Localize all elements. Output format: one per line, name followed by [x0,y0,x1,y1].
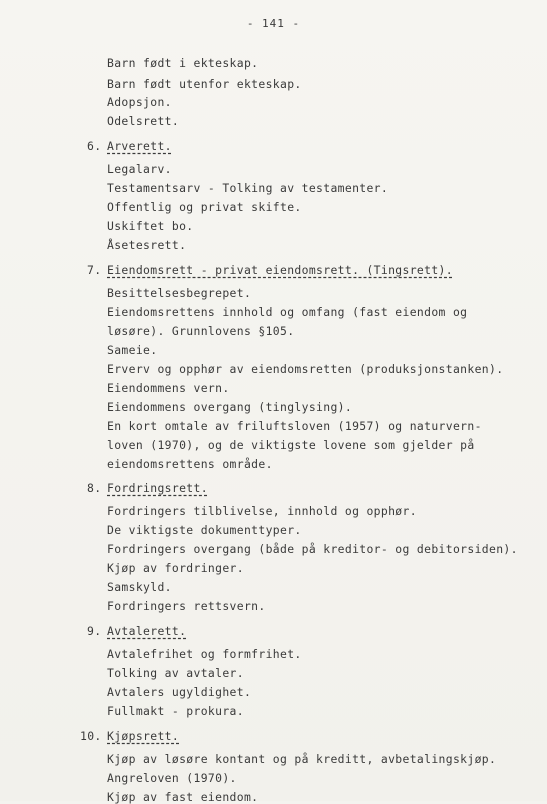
section-number: 7. [87,263,102,277]
text-line: Sameie. [107,343,158,357]
text-line: eiendomsrettens område. [107,457,273,471]
text-line: Kjøp av fast eiendom. [107,790,259,804]
section-number: 10. [80,729,102,743]
text-line: Fordringers overgang (både på kreditor- og debitorsiden). [107,542,518,556]
text-line: Samskyld. [107,580,172,594]
section-number: 9. [87,624,102,638]
section-number: 8. [87,481,102,495]
text-line: Eiendommens overgang (tinglysing). [107,400,353,414]
text-line: Barn født utenfor ekteskap. [107,77,302,91]
text-line: De viktigste dokumenttyper. [107,523,302,537]
text-line: løsøre). Grunnlovens §105. [107,324,295,338]
text-line: Offentlig og privat skifte. [107,200,302,214]
text-line: Eiendomsrettens innhold og omfang (fast eiendom og [107,305,468,319]
text-line: Legalarv. [107,162,172,176]
text-line: loven (1970), og de viktigste lovene som gjelder på [107,438,475,452]
text-line: Erverv og opphør av eiendomsretten (produksjonstanken). [107,362,504,376]
text-line: Fordringers rettsvern. [107,599,266,613]
section-heading: Fordringsrett. [107,481,208,495]
section-heading: Kjøpsrett. [107,729,180,743]
text-line: Testamentsarv - Tolking av testamenter. [107,181,389,195]
text-line: Tolking av avtaler. [107,666,244,680]
section-heading: Avtalerett. [107,624,187,638]
section-number: 6. [87,139,102,153]
text-line: Besittelsesbegrepet. [107,286,252,300]
text-line: Uskiftet bo. [107,219,194,233]
text-line: Barn født i ekteskap. [107,56,259,70]
text-line: En kort omtale av friluftsloven (1957) og naturvern- [107,419,482,433]
text-line: Kjøp av løsøre kontant og på kreditt, avbetalingskjøp. [107,752,497,766]
text-line: Avtalers ugyldighet. [107,685,252,699]
section-heading: Arverett. [107,139,172,153]
text-line: Avtalefrihet og formfrihet. [107,647,302,661]
text-line: Fullmakt - prokura. [107,704,244,718]
text-line: Odelsrett. [107,114,180,128]
text-line: Eiendommens vern. [107,381,230,395]
section-heading: Eiendomsrett - privat eiendomsrett. (Tingsrett). [107,263,453,277]
text-line: Fordringers tilblivelse, innhold og opphør. [107,504,417,518]
text-line: Åsetesrett. [107,238,187,252]
text-line: Angreloven (1970). [107,771,237,785]
text-line: Kjøp av fordringer. [107,561,244,575]
page-number: - 141 - [246,17,301,30]
text-line: Adopsjon. [107,95,172,109]
